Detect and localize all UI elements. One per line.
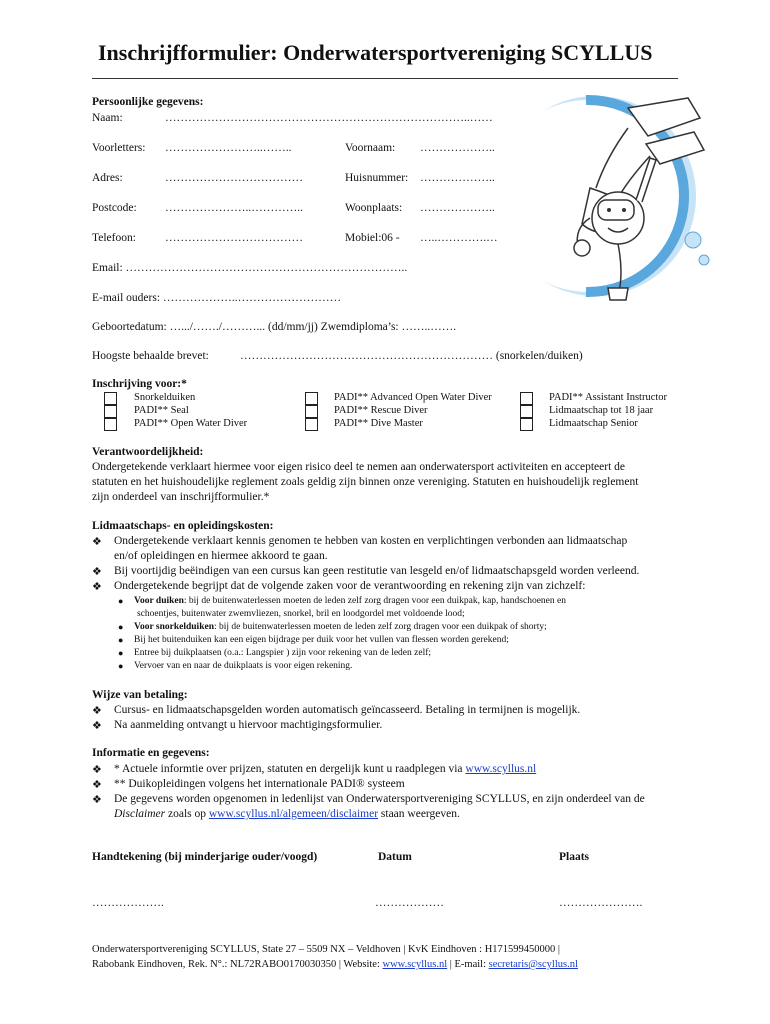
kosten-heading: Lidmaatschaps- en opleidingskosten:: [92, 520, 274, 532]
option-lid-18: Lidmaatschap tot 18 jaar: [549, 405, 654, 416]
website-link[interactable]: www.scyllus.nl: [465, 763, 537, 775]
checkbox-icon[interactable]: [305, 418, 318, 431]
diamond-bullet-icon: ❖: [92, 720, 102, 732]
option-rescue: PADI** Rescue Diver: [334, 405, 428, 416]
brevet-field[interactable]: ………………………………………………………… (snorkelen/duiken): [240, 350, 583, 362]
footer-email-link[interactable]: secretaris@scyllus.nl: [488, 959, 578, 970]
dot-bullet-icon: ●: [118, 622, 124, 632]
handtekening-label: Handtekening (bij minderjarige ouder/voogd): [92, 851, 318, 863]
kosten-bullet-1: Ondergetekende verklaart kennis genomen te hebben van kosten en verplichtingen verbonden aan lidmaatschap: [114, 535, 628, 547]
diamond-bullet-icon: ❖: [92, 581, 102, 593]
sub-2-bold: Voor snorkelduiken: [134, 622, 214, 632]
disclaimer-link[interactable]: www.scyllus.nl/algemeen/disclaimer: [208, 808, 379, 820]
kosten-sub-1-cont: schoentjes, buitenwater zwemvliezen, snorkel, bril en loodgordel met voldoende lood;: [137, 609, 465, 619]
verantwoordelijkheid-line: zijn onderdeel van inschrijfformulier.*: [92, 491, 270, 503]
diamond-bullet-icon: ❖: [92, 794, 102, 806]
postcode-field[interactable]: …………………..…………..: [165, 202, 303, 214]
kosten-bullet-1-cont: en/of opleidingen en hiermee akkoord te gaan.: [114, 550, 328, 562]
kosten-sub-1: [134, 596, 566, 606]
adres-field[interactable]: ………………………………: [165, 172, 303, 184]
option-snorkelduiken: Snorkelduiken: [134, 392, 196, 403]
voornaam-label: Voornaam:: [345, 142, 396, 154]
checkbox-icon[interactable]: [104, 392, 117, 405]
adres-label: Adres:: [92, 172, 123, 184]
geboortedatum-field[interactable]: Geboortedatum: ….../……./………... (dd/mm/jj) Zwemdiploma’s: ……..…….: [92, 321, 457, 333]
checkbox-icon[interactable]: [520, 405, 533, 418]
informatie-heading: Informatie en gegevens:: [92, 747, 210, 759]
option-open-water: PADI** Open Water Diver: [134, 418, 248, 429]
checkbox-icon[interactable]: [305, 405, 318, 418]
verantwoordelijkheid-heading: Verantwoordelijkheid:: [92, 446, 204, 458]
kosten-sub-2: [134, 622, 547, 632]
kosten-sub-4: Entree bij duikplaatsen (o.a.: Langspier ) zijn voor rekening van de leden zelf;: [134, 648, 432, 658]
diver-mascot-icon: [478, 88, 718, 318]
voornaam-field[interactable]: ………………..: [420, 142, 495, 154]
checkbox-icon[interactable]: [305, 392, 318, 405]
mobiel-label: Mobiel:06 -: [345, 232, 400, 244]
inschrijving-heading: Inschrijving voor:*: [92, 378, 187, 390]
datum-label: Datum: [378, 851, 412, 863]
info-3-mid: zoals op: [165, 808, 209, 820]
checkbox-icon[interactable]: [520, 418, 533, 431]
email-ouders-field[interactable]: E-mail ouders: ………………..………………………: [92, 292, 342, 304]
option-advanced: PADI** Advanced Open Water Diver: [334, 392, 492, 403]
verantwoordelijkheid-line: statuten en het huishoudelijke reglement zoals geldig zijn binnen onze vereniging. Statuten en huishoudelijk reglement: [92, 476, 639, 488]
footer-email-label: | E-mail:: [447, 959, 489, 970]
informatie-bullet-2: ** Duikopleidingen volgens het internationale PADI® systeem: [114, 778, 405, 790]
page-title: Inschrijfformulier: Onderwatersportvereniging SCYLLUS: [98, 40, 653, 65]
handtekening-field[interactable]: ……………….: [92, 897, 164, 909]
checkbox-icon[interactable]: [104, 418, 117, 431]
diamond-bullet-icon: ❖: [92, 536, 102, 548]
postcode-label: Postcode:: [92, 202, 137, 214]
sub-2-text: : bij de buitenwaterlessen moeten de leden zelf zorg dragen voor een duikpak of shorty;: [214, 622, 547, 632]
option-seal: PADI** Seal: [134, 405, 189, 416]
diamond-bullet-icon: ❖: [92, 779, 102, 791]
voorletters-field[interactable]: ……………………..……..: [165, 142, 292, 154]
plaats-field[interactable]: ………………….: [559, 897, 643, 909]
option-lid-senior: Lidmaatschap Senior: [549, 418, 638, 429]
informatie-bullet-3-cont: [114, 808, 460, 820]
info-1-text: * Actuele informtie over prijzen, statuten en dergelijk kunt u raadplegen via: [114, 763, 466, 775]
betaling-bullet-1: Cursus- en lidmaatschapsgelden worden automatisch geïncasseerd. Betaling in termijnen is mogelijk.: [114, 704, 581, 716]
sub-1-bold: Voor duiken: [134, 596, 184, 606]
sub-1-text: : bij de buitenwaterlessen moeten de leden zelf zorg dragen voor een duikpak, kap, handschoenen en: [183, 596, 566, 606]
naam-field[interactable]: ……………………………………………………………………..……: [165, 112, 493, 124]
info-3-end: staan weergeven.: [378, 808, 460, 820]
diamond-bullet-icon: ❖: [92, 566, 102, 578]
betaling-heading: Wijze van betaling:: [92, 689, 188, 701]
betaling-bullet-2: Na aanmelding ontvangt u hiervoor machtigingsformulier.: [114, 719, 383, 731]
mobiel-field[interactable]: …..………….…: [420, 232, 498, 244]
checkbox-icon[interactable]: [520, 392, 533, 405]
telefoon-label: Telefoon:: [92, 232, 136, 244]
footer-bank: Rabobank Eindhoven, Rek. N°.: NL72RABO0170030350 | Website:: [92, 959, 383, 970]
diamond-bullet-icon: ❖: [92, 764, 102, 776]
voorletters-label: Voorletters:: [92, 142, 146, 154]
telefoon-field[interactable]: ………………………………: [165, 232, 303, 244]
title-rule: [92, 78, 678, 79]
email-field[interactable]: Email: ………………………………………………………………..: [92, 262, 408, 274]
woonplaats-field[interactable]: ………………..: [420, 202, 495, 214]
huisnummer-label: Huisnummer:: [345, 172, 409, 184]
informatie-bullet-1: [114, 763, 536, 775]
dot-bullet-icon: ●: [118, 661, 124, 671]
diamond-bullet-icon: ❖: [92, 705, 102, 717]
footer-website-link[interactable]: www.scyllus.nl: [382, 959, 448, 970]
naam-label: Naam:: [92, 112, 123, 124]
footer-line-2: [92, 959, 578, 970]
plaats-label: Plaats: [559, 851, 590, 863]
kosten-sub-3: Bij het buitenduiken kan een eigen bijdrage per duik voor het vullen van flessen worden gerekend;: [134, 635, 509, 645]
option-assistant-instructor: PADI** Assistant Instructor: [549, 392, 668, 403]
datum-field[interactable]: ………………: [375, 897, 444, 909]
disclaimer-word: Disclaimer: [114, 808, 166, 820]
personal-heading: Persoonlijke gegevens:: [92, 96, 204, 108]
kosten-bullet-3: Ondergetekende begrijpt dat de volgende zaken voor de verantwoording en rekening zijn van zichzelf:: [114, 580, 586, 592]
verantwoordelijkheid-line: Ondergetekende verklaart hiermee voor eigen risico deel te nemen aan onderwatersport activiteiten en accepteert de: [92, 461, 625, 473]
option-dive-master: PADI** Dive Master: [334, 418, 423, 429]
dot-bullet-icon: ●: [118, 596, 124, 606]
informatie-bullet-3: De gegevens worden opgenomen in ledenlijst van Onderwatersportvereniging SCYLLUS, en zijn onderdeel van de: [114, 793, 645, 805]
checkbox-icon[interactable]: [104, 405, 117, 418]
woonplaats-label: Woonplaats:: [345, 202, 403, 214]
dot-bullet-icon: ●: [118, 648, 124, 658]
dot-bullet-icon: ●: [118, 635, 124, 645]
footer-line-1: Onderwatersportvereniging SCYLLUS, State 27 – 5509 NX – Veldhoven | KvK Eindhoven : H171599450000 |: [92, 944, 560, 955]
huisnummer-field[interactable]: ………………..: [420, 172, 495, 184]
kosten-bullet-2: Bij voortijdig beëindigen van een cursus kan geen restitutie van lesgeld en/of lidmaatschapsgeld worden verleend.: [114, 565, 640, 577]
brevet-label: Hoogste behaalde brevet:: [92, 350, 209, 362]
kosten-sub-5: Vervoer van en naar de duikplaats is voor eigen rekening.: [134, 661, 353, 671]
